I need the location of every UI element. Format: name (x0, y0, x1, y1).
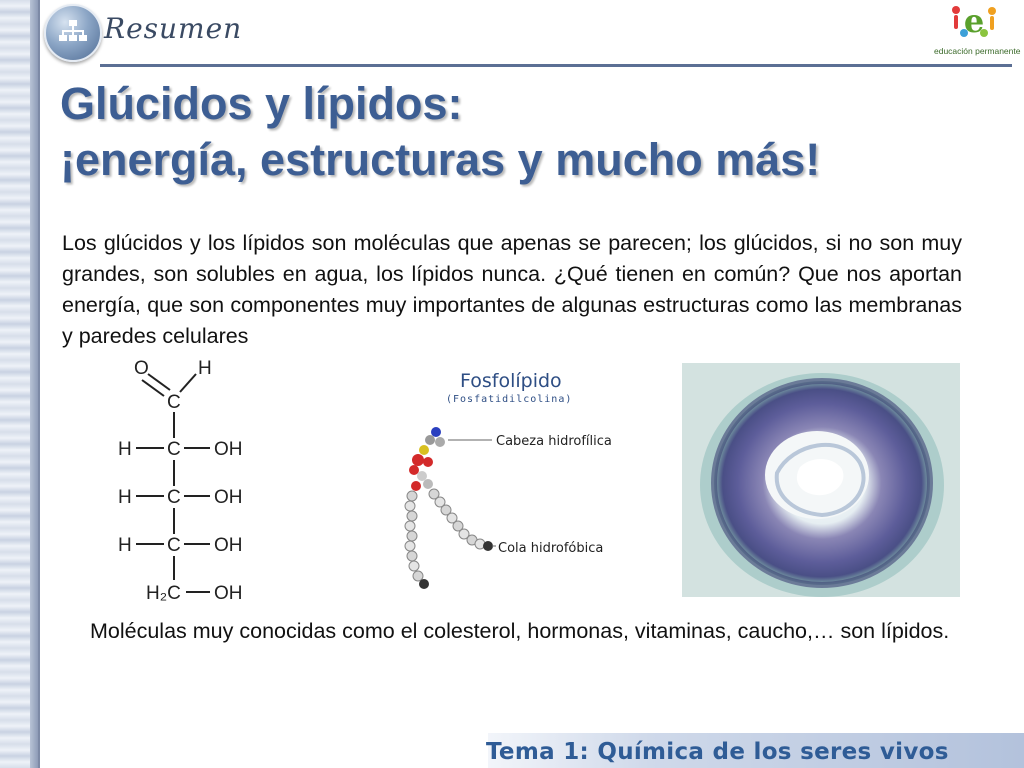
title-line-2: ¡energía, estructuras y mucho más! (60, 134, 821, 185)
network-tree-icon (44, 4, 102, 62)
glucose-atom-h2: H (118, 439, 132, 460)
phospholipid-subtitle: (Fosfatidilcolina) (446, 394, 573, 405)
intro-paragraph: Los glúcidos y los lípidos son moléculas que apenas se parecen; los glúcidos, si no son muy grandes, son solubles en agua, los lípidos nunca. ¿Qué tienen en común? Que nos aportan energía, que son componentes muy importantes de algunas estructuras como las membranas y paredes celulares (62, 231, 962, 348)
glucose-atom-c3: C (167, 487, 181, 508)
glucose-atom-oh2: OH (214, 439, 243, 460)
left-border-edge (38, 0, 40, 768)
phospholipid-title: Fosfolípido (460, 370, 562, 392)
section-heading: Resumen (104, 12, 243, 45)
artery-micrograph-image (682, 363, 960, 597)
phospholipid-head-label: Cabeza hidrofílica (496, 434, 612, 449)
glucose-atom-oh5: OH (214, 583, 243, 604)
glucose-atom-h2c: H₂C (146, 583, 181, 604)
svg-text:e: e (963, 2, 985, 40)
page-title (60, 76, 820, 188)
glucose-atom-c1: C (167, 392, 181, 413)
footer-topic-label: Tema 1: Química de los seres vivos (486, 739, 949, 765)
phospholipid-tail-label: Cola hidrofóbica (498, 541, 604, 556)
header-rule (100, 64, 1012, 67)
glucose-atom-h4: H (118, 535, 132, 556)
glucose-structure-diagram (112, 356, 262, 606)
people-e-icon (934, 2, 1014, 46)
left-border-shade (30, 0, 38, 768)
brand-text: educación permanente (934, 46, 1021, 56)
glucose-atom-c4: C (167, 535, 181, 556)
glucose-atom-h-top: H (198, 358, 212, 379)
glucose-atom-oh4: OH (214, 535, 243, 556)
title-line-1: Glúcidos y lípidos: (60, 78, 463, 129)
glucose-atom-c2: C (167, 439, 181, 460)
glucose-atom-oh3: OH (214, 487, 243, 508)
glucose-atom-o: O (134, 358, 149, 379)
lipids-note: Moléculas muy conocidas como el colesterol, hormonas, vitaminas, caucho,… son lípidos. (90, 619, 950, 643)
glucose-atom-h3: H (118, 487, 132, 508)
brand-logo (934, 2, 1021, 60)
phospholipid-figure (396, 364, 636, 592)
